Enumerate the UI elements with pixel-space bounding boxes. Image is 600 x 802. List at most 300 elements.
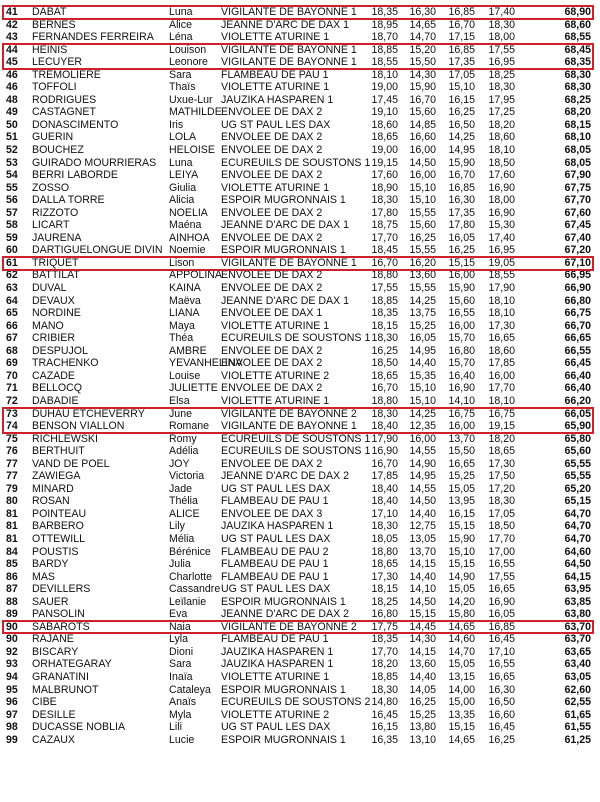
score-4-cell: 18,65: [488, 445, 515, 458]
score-1-cell: 18,40: [371, 482, 398, 495]
score-1-cell: 18,60: [371, 118, 398, 131]
rank-cell: 90: [6, 620, 18, 633]
first-name-cell: JOY: [169, 457, 190, 470]
last-name-cell: CASTAGNET: [32, 106, 96, 119]
rank-cell: 73: [6, 407, 18, 420]
score-2-cell: 15,35: [409, 369, 436, 382]
first-name-cell: Lyla: [169, 633, 189, 646]
club-cell: VIOLETTE ATURINE 1: [221, 31, 330, 44]
club-cell: FLAMBEAU DE PAU 1: [221, 495, 329, 508]
last-name-cell: CRIBIER: [32, 332, 75, 345]
last-name-cell: TREMOLIERE: [32, 68, 101, 81]
score-1-cell: 18,85: [371, 670, 398, 683]
last-name-cell: DEVILLERS: [32, 583, 91, 596]
score-1-cell: 17,10: [371, 507, 398, 520]
club-cell: ESPOIR MUGRONNAIS 1: [221, 244, 346, 257]
first-name-cell: Alicia: [169, 194, 195, 207]
score-4-cell: 17,60: [488, 169, 515, 182]
first-name-cell: Lily: [169, 520, 185, 533]
table-row: [2, 483, 594, 496]
table-row: [2, 370, 594, 383]
score-3-cell: 15,80: [448, 608, 475, 621]
score-3-cell: 16,90: [448, 382, 475, 395]
score-3-cell: 16,00: [448, 269, 475, 282]
rank-cell: 92: [6, 645, 18, 658]
rank-cell: 63: [6, 282, 18, 295]
score-4-cell: 18,10: [488, 294, 515, 307]
first-name-cell: Lison: [169, 256, 195, 269]
score-4-cell: 17,30: [488, 319, 515, 332]
score-2-cell: 12,75: [409, 520, 436, 533]
score-1-cell: 17,75: [371, 620, 398, 633]
score-3-cell: 16,25: [448, 106, 475, 119]
club-cell: VIGILANTE DE BAYONNE 1: [221, 256, 357, 269]
club-cell: VIOLETTE ATURINE 1: [221, 319, 330, 332]
score-2-cell: 15,60: [409, 219, 436, 232]
rank-cell: 68: [6, 344, 18, 357]
first-name-cell: Adélia: [169, 445, 199, 458]
score-4-cell: 18,30: [488, 18, 515, 31]
score-1-cell: 17,80: [371, 206, 398, 219]
first-name-cell: Léna: [169, 31, 193, 44]
score-2-cell: 14,45: [409, 620, 436, 633]
last-name-cell: DALLA TORRE: [32, 194, 105, 207]
total-cell: 65,60: [564, 445, 591, 458]
total-cell: 63,80: [564, 608, 591, 621]
total-cell: 61,55: [564, 721, 591, 734]
last-name-cell: OTTEWILL: [32, 532, 85, 545]
score-1-cell: 19,00: [371, 81, 398, 94]
score-1-cell: 18,40: [371, 420, 398, 433]
first-name-cell: Thaïs: [169, 81, 196, 94]
rank-cell: 96: [6, 696, 18, 709]
last-name-cell: BERNES: [32, 18, 76, 31]
rank-cell: 76: [6, 445, 18, 458]
last-name-cell: ORHATEGARAY: [32, 658, 112, 671]
score-1-cell: 19,10: [371, 106, 398, 119]
score-4-cell: 17,95: [488, 93, 515, 106]
score-2-cell: 15,25: [409, 708, 436, 721]
rank-cell: 51: [6, 131, 18, 144]
table-row: [2, 6, 594, 19]
last-name-cell: ZOSSO: [32, 181, 70, 194]
total-cell: 68,60: [564, 18, 591, 31]
score-1-cell: 18,40: [371, 495, 398, 508]
total-cell: 68,30: [564, 81, 591, 94]
rank-cell: 85: [6, 558, 18, 571]
last-name-cell: BARBERO: [32, 520, 84, 533]
rank-cell: 48: [6, 93, 18, 106]
rank-cell: 64: [6, 294, 18, 307]
table-row: [2, 332, 594, 345]
score-2-cell: 14,40: [409, 507, 436, 520]
score-3-cell: 17,35: [448, 56, 475, 69]
score-4-cell: 16,75: [488, 407, 515, 420]
rank-cell: 55: [6, 181, 18, 194]
score-4-cell: 17,70: [488, 382, 515, 395]
score-2-cell: 14,95: [409, 344, 436, 357]
total-cell: 63,65: [564, 645, 591, 658]
score-4-cell: 18,30: [488, 495, 515, 508]
total-cell: 64,70: [564, 532, 591, 545]
last-name-cell: GUERIN: [32, 131, 74, 144]
score-3-cell: 15,90: [448, 282, 475, 295]
table-row: [2, 520, 594, 533]
first-name-cell: Elsa: [169, 394, 190, 407]
score-4-cell: 18,50: [488, 520, 515, 533]
first-name-cell: Romane: [169, 420, 210, 433]
score-1-cell: 16,45: [371, 708, 398, 721]
score-1-cell: 19,00: [371, 144, 398, 157]
score-3-cell: 15,15: [448, 256, 475, 269]
score-3-cell: 15,90: [448, 156, 475, 169]
club-cell: UG ST PAUL LES DAX: [221, 583, 331, 596]
rank-cell: 62: [6, 269, 18, 282]
total-cell: 62,55: [564, 696, 591, 709]
total-cell: 67,60: [564, 206, 591, 219]
table-row: [2, 658, 594, 671]
score-2-cell: 16,70: [409, 93, 436, 106]
score-2-cell: 15,10: [409, 394, 436, 407]
rank-cell: 74: [6, 420, 18, 433]
table-row: [2, 106, 594, 119]
score-2-cell: 16,00: [409, 144, 436, 157]
club-cell: UG ST PAUL LES DAX: [221, 118, 331, 131]
score-4-cell: 16,95: [488, 56, 515, 69]
first-name-cell: Luna: [169, 6, 193, 18]
table-row: [2, 307, 594, 320]
score-3-cell: 14,70: [448, 645, 475, 658]
total-cell: 67,75: [564, 181, 591, 194]
table-row: [2, 81, 594, 94]
total-cell: 68,05: [564, 156, 591, 169]
score-4-cell: 17,05: [488, 507, 515, 520]
club-cell: UG ST PAUL LES DAX: [221, 482, 331, 495]
score-3-cell: 15,50: [448, 445, 475, 458]
club-cell: ECUREUILS DE SOUSTONS 2: [221, 696, 371, 709]
score-2-cell: 15,25: [409, 319, 436, 332]
score-1-cell: 17,90: [371, 432, 398, 445]
score-3-cell: 17,15: [448, 31, 475, 44]
rank-cell: 79: [6, 482, 18, 495]
score-4-cell: 18,10: [488, 144, 515, 157]
total-cell: 64,15: [564, 570, 591, 583]
score-4-cell: 17,40: [488, 6, 515, 18]
score-3-cell: 15,00: [448, 696, 475, 709]
first-name-cell: Maya: [169, 319, 195, 332]
club-cell: FLAMBEAU DE PAU 1: [221, 570, 329, 583]
first-name-cell: APPOLINA: [169, 269, 222, 282]
last-name-cell: RODRIGUES: [32, 93, 97, 106]
score-4-cell: 17,25: [488, 106, 515, 119]
rank-cell: 46: [6, 81, 18, 94]
table-row: [2, 320, 594, 333]
club-cell: VIOLETTE ATURINE 1: [221, 670, 330, 683]
score-2-cell: 13,80: [409, 721, 436, 734]
total-cell: 68,25: [564, 93, 591, 106]
total-cell: 65,20: [564, 482, 591, 495]
table-row: [2, 169, 594, 182]
rank-cell: 65: [6, 307, 18, 320]
score-3-cell: 16,00: [448, 319, 475, 332]
table-row: [2, 182, 594, 195]
rank-cell: 46: [6, 68, 18, 81]
score-4-cell: 19,15: [488, 420, 515, 433]
last-name-cell: DABAT: [32, 6, 67, 18]
table-row: [2, 194, 594, 207]
last-name-cell: SAUER: [32, 595, 69, 608]
score-4-cell: 17,00: [488, 545, 515, 558]
score-3-cell: 15,15: [448, 520, 475, 533]
score-4-cell: 16,50: [488, 696, 515, 709]
club-cell: ENVOLEE DE DAX 2: [221, 231, 323, 244]
score-4-cell: 16,25: [488, 733, 515, 746]
last-name-cell: BARDY: [32, 558, 69, 571]
score-4-cell: 18,60: [488, 344, 515, 357]
score-1-cell: 17,30: [371, 570, 398, 583]
club-cell: ESPOIR MUGRONNAIS 1: [221, 733, 346, 746]
score-3-cell: 16,30: [448, 194, 475, 207]
score-2-cell: 13,70: [409, 545, 436, 558]
score-2-cell: 14,30: [409, 633, 436, 646]
first-name-cell: KAINA: [169, 282, 201, 295]
score-1-cell: 18,30: [371, 407, 398, 420]
rank-cell: 67: [6, 332, 18, 345]
last-name-cell: DESILLE: [32, 708, 76, 721]
score-1-cell: 18,85: [371, 294, 398, 307]
score-3-cell: 15,25: [448, 470, 475, 483]
last-name-cell: RIZZOTO: [32, 206, 79, 219]
first-name-cell: Maëva: [169, 294, 201, 307]
table-row: [2, 269, 594, 282]
table-row: [2, 232, 594, 245]
total-cell: 64,50: [564, 558, 591, 571]
score-4-cell: 18,50: [488, 156, 515, 169]
first-name-cell: Romy: [169, 432, 197, 445]
score-3-cell: 16,15: [448, 507, 475, 520]
last-name-cell: DESPUJOL: [32, 344, 88, 357]
score-4-cell: 18,25: [488, 68, 515, 81]
score-2-cell: 14,25: [409, 407, 436, 420]
club-cell: ENVOLEE DE DAX 2: [221, 106, 323, 119]
rank-cell: 93: [6, 658, 18, 671]
score-1-cell: 18,45: [371, 244, 398, 257]
first-name-cell: Victoria: [169, 470, 205, 483]
table-row: [2, 633, 594, 646]
total-cell: 64,60: [564, 545, 591, 558]
table-row: [2, 646, 594, 659]
last-name-cell: RICHLEWSKI: [32, 432, 98, 445]
score-2-cell: 14,10: [409, 583, 436, 596]
table-row: [2, 207, 594, 220]
score-2-cell: 14,50: [409, 495, 436, 508]
score-3-cell: 16,85: [448, 43, 475, 56]
rank-cell: 42: [6, 18, 18, 31]
table-row: [2, 94, 594, 107]
total-cell: 67,10: [564, 256, 591, 269]
last-name-cell: MALBRUNOT: [32, 683, 99, 696]
total-cell: 68,35: [564, 56, 591, 69]
total-cell: 66,65: [564, 332, 591, 345]
score-2-cell: 15,50: [409, 56, 436, 69]
rank-cell: 61: [6, 256, 18, 269]
score-4-cell: 18,20: [488, 118, 515, 131]
table-row: [2, 470, 594, 483]
total-cell: 66,20: [564, 394, 591, 407]
rank-cell: 71: [6, 382, 18, 395]
score-3-cell: 17,80: [448, 219, 475, 232]
rank-cell: 75: [6, 432, 18, 445]
table-row: [2, 131, 594, 144]
table-row: [2, 671, 594, 684]
table-row: [2, 558, 594, 571]
score-1-cell: 18,35: [371, 307, 398, 320]
first-name-cell: Noemie: [169, 244, 206, 257]
rank-cell: 86: [6, 570, 18, 583]
rank-cell: 43: [6, 31, 18, 44]
club-cell: VIGILANTE DE BAYONNE 1: [221, 6, 357, 18]
first-name-cell: ALICE: [169, 507, 200, 520]
total-cell: 63,70: [564, 620, 591, 633]
score-2-cell: 14,90: [409, 457, 436, 470]
total-cell: 68,45: [564, 43, 591, 56]
score-3-cell: 16,05: [448, 231, 475, 244]
score-3-cell: 15,70: [448, 332, 475, 345]
first-name-cell: Eva: [169, 608, 188, 621]
club-cell: UG ST PAUL LES DAX: [221, 532, 331, 545]
club-cell: VIOLETTE ATURINE 1: [221, 81, 330, 94]
last-name-cell: TRACHENKO: [32, 357, 99, 370]
score-3-cell: 15,60: [448, 294, 475, 307]
rank-cell: 72: [6, 394, 18, 407]
score-3-cell: 16,85: [448, 181, 475, 194]
table-row: [2, 257, 594, 270]
table-row: [2, 157, 594, 170]
score-4-cell: 18,00: [488, 194, 515, 207]
total-cell: 61,65: [564, 708, 591, 721]
score-2-cell: 13,75: [409, 307, 436, 320]
last-name-cell: LICART: [32, 219, 70, 232]
score-2-cell: 14,55: [409, 482, 436, 495]
rank-cell: 44: [6, 43, 18, 56]
score-1-cell: 18,10: [371, 68, 398, 81]
score-4-cell: 17,20: [488, 482, 515, 495]
total-cell: 61,25: [564, 733, 591, 746]
score-3-cell: 16,70: [448, 18, 475, 31]
first-name-cell: Sara: [169, 68, 192, 81]
last-name-cell: ZAWIEGA: [32, 470, 81, 483]
score-1-cell: 18,15: [371, 583, 398, 596]
score-3-cell: 14,20: [448, 595, 475, 608]
club-cell: ENVOLEE DE DAX 2: [221, 344, 323, 357]
first-name-cell: Cataleya: [169, 683, 211, 696]
score-1-cell: 17,70: [371, 231, 398, 244]
score-4-cell: 16,00: [488, 369, 515, 382]
first-name-cell: LIANA: [169, 307, 200, 320]
last-name-cell: DARTIGUELONGUE DIVIN: [32, 244, 163, 257]
last-name-cell: NORDINE: [32, 307, 81, 320]
club-cell: JAUZIKA HASPAREN 1: [221, 658, 334, 671]
club-cell: JEANNE D'ARC DE DAX 1: [221, 18, 349, 31]
table-row: [2, 721, 594, 734]
club-cell: ENVOLEE DE DAX 2: [221, 457, 323, 470]
last-name-cell: POINTEAU: [32, 507, 87, 520]
last-name-cell: BATTILAT: [32, 269, 80, 282]
score-1-cell: 18,80: [371, 269, 398, 282]
table-row: [2, 608, 594, 621]
score-4-cell: 16,65: [488, 670, 515, 683]
score-2-cell: 14,70: [409, 31, 436, 44]
score-2-cell: 14,15: [409, 645, 436, 658]
score-2-cell: 15,10: [409, 382, 436, 395]
club-cell: JAUZIKA HASPAREN 1: [221, 93, 334, 106]
score-2-cell: 13,05: [409, 532, 436, 545]
table-row: [2, 458, 594, 471]
total-cell: 62,60: [564, 683, 591, 696]
club-cell: JEANNE D'ARC DE DAX 1: [221, 294, 349, 307]
score-3-cell: 17,35: [448, 206, 475, 219]
table-row: [2, 395, 594, 408]
last-name-cell: DABADIE: [32, 394, 79, 407]
score-1-cell: 16,70: [371, 457, 398, 470]
score-4-cell: 16,90: [488, 181, 515, 194]
first-name-cell: HELOISE: [169, 144, 215, 157]
club-cell: ENVOLEE DE DAX 2: [221, 282, 323, 295]
table-row: [2, 56, 594, 69]
score-3-cell: 16,65: [448, 457, 475, 470]
first-name-cell: Inaïa: [169, 670, 193, 683]
club-cell: ENVOLEE DE DAX 3: [221, 507, 323, 520]
table-row: [2, 69, 594, 82]
score-2-cell: 15,10: [409, 194, 436, 207]
table-row: [2, 31, 594, 44]
score-1-cell: 18,25: [371, 595, 398, 608]
score-1-cell: 18,05: [371, 532, 398, 545]
club-cell: UG ST PAUL LES DAX: [221, 721, 331, 734]
club-cell: ENVOLEE DE DAX 2: [221, 144, 323, 157]
club-cell: VIGILANTE DE BAYONNE 1: [221, 56, 357, 69]
score-3-cell: 15,05: [448, 658, 475, 671]
table-row: [2, 408, 594, 421]
rank-cell: 45: [6, 56, 18, 69]
table-row: [2, 571, 594, 584]
score-3-cell: 14,90: [448, 570, 475, 583]
score-3-cell: 13,35: [448, 708, 475, 721]
score-2-cell: 16,60: [409, 131, 436, 144]
total-cell: 66,45: [564, 357, 591, 370]
total-cell: 68,55: [564, 31, 591, 44]
score-3-cell: 15,05: [448, 482, 475, 495]
rank-cell: 59: [6, 231, 18, 244]
score-2-cell: 16,00: [409, 169, 436, 182]
first-name-cell: Leonore: [169, 56, 208, 69]
first-name-cell: Naia: [169, 620, 191, 633]
table-row: [2, 596, 594, 609]
score-2-cell: 14,85: [409, 118, 436, 131]
last-name-cell: TOFFOLI: [32, 81, 77, 94]
score-3-cell: 16,50: [448, 118, 475, 131]
total-cell: 66,95: [564, 269, 591, 282]
score-4-cell: 17,85: [488, 357, 515, 370]
score-4-cell: 16,65: [488, 583, 515, 596]
first-name-cell: MATHILDE: [169, 106, 222, 119]
total-cell: 63,95: [564, 583, 591, 596]
last-name-cell: BERTHUIT: [32, 445, 85, 458]
score-1-cell: 18,90: [371, 181, 398, 194]
rank-cell: 81: [6, 532, 18, 545]
score-4-cell: 16,85: [488, 620, 515, 633]
score-2-cell: 12,35: [409, 420, 436, 433]
